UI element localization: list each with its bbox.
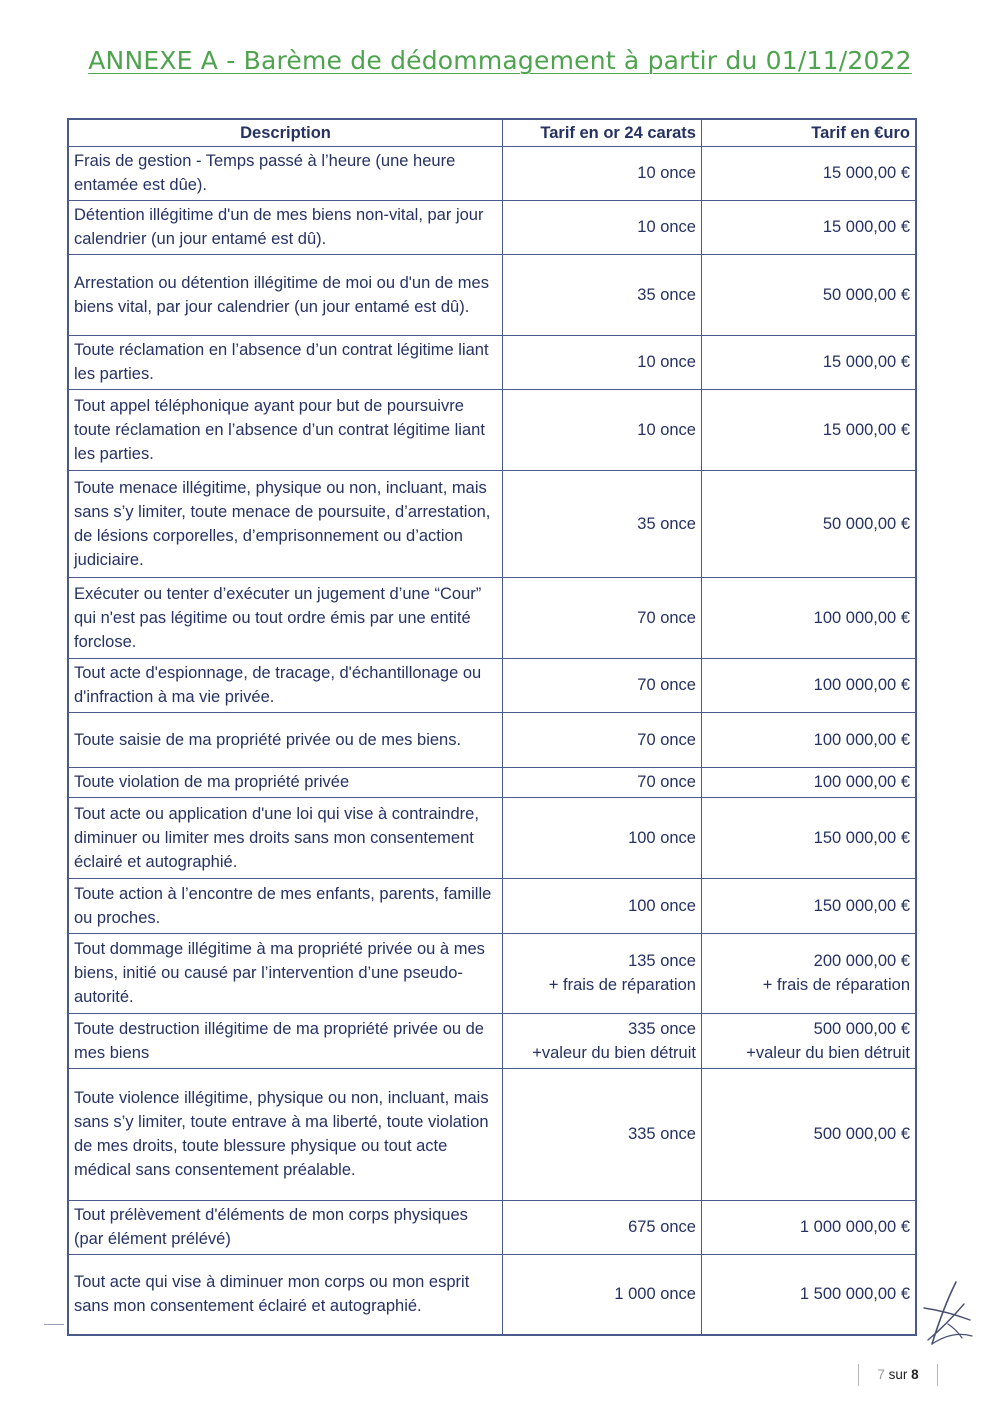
row-gold-rate: 35 once [503, 471, 702, 578]
scan-mark [44, 1324, 64, 1325]
row-gold-rate: 10 once [503, 390, 702, 471]
row-euro-rate: 100 000,00 € [701, 578, 916, 659]
row-gold-rate: 35 once [503, 255, 702, 336]
euro-extra: + frais de réparation [762, 976, 910, 994]
page-separator: sur [888, 1367, 908, 1382]
gold-extra: + frais de réparation [548, 976, 696, 994]
row-gold-rate: 70 once [503, 768, 702, 798]
row-euro-rate: 15 000,00 € [701, 336, 916, 390]
row-gold-rate [503, 1014, 702, 1069]
page-number [858, 1364, 938, 1386]
row-euro-rate [701, 1014, 916, 1069]
row-description: Détention illégitime d'un de mes biens non-vital, par jour calendrier (un jour entamé est dû). [68, 201, 503, 255]
gold-amount: 135 once [628, 952, 696, 970]
row-gold-rate: 100 once [503, 798, 702, 879]
table-row [68, 879, 916, 934]
page-total: 8 [911, 1367, 919, 1382]
row-gold-rate: 10 once [503, 201, 702, 255]
row-description: Toute action à l’encontre de mes enfants, parents, famille ou proches. [68, 879, 503, 934]
table-row [68, 147, 916, 201]
table-row [68, 713, 916, 768]
row-euro-rate: 150 000,00 € [701, 798, 916, 879]
row-description: Toute saisie de ma propriété privée ou de mes biens. [68, 713, 503, 768]
page-current: 7 [877, 1367, 885, 1382]
row-gold-rate: 70 once [503, 659, 702, 713]
row-euro-rate: 1 500 000,00 € [701, 1255, 916, 1335]
table-row [68, 934, 916, 1014]
table-row [68, 1014, 916, 1069]
row-description: Tout dommage illégitime à ma propriété privée ou à mes biens, initié ou causé par l’intervention d’une pseudo-autorité. [68, 934, 503, 1014]
compensation-table [67, 118, 917, 1336]
row-description: Tout prélèvement d'éléments de mon corps physiques (par élément prélévé) [68, 1201, 503, 1255]
header-description: Description [68, 119, 503, 147]
row-euro-rate: 15 000,00 € [701, 201, 916, 255]
table-row [68, 201, 916, 255]
euro-extra: +valeur du bien détruit [746, 1043, 910, 1062]
row-description: Toute menace illégitime, physique ou non, incluant, mais sans s’y limiter, toute menace de poursuite, d’arrestation, de lésions corporelles, d’emprisonnement ou d’action judiciaire. [68, 471, 503, 578]
row-description: Tout acte ou application d'une loi qui vise à contraindre, diminuer ou limiter mes droits sans mon consentement éclairé et autographié. [68, 798, 503, 879]
row-description: Toute réclamation en l’absence d’un contrat légitime liant les parties. [68, 336, 503, 390]
row-description: Arrestation ou détention illégitime de moi ou d'un de mes biens vital, par jour calendrier (un jour entamé est dû). [68, 255, 503, 336]
row-euro-rate: 1 000 000,00 € [701, 1201, 916, 1255]
table-row [68, 578, 916, 659]
table-row [68, 798, 916, 879]
table-row [68, 1201, 916, 1255]
table-row [68, 659, 916, 713]
row-gold-rate [503, 934, 702, 1014]
header-euro-rate: Tarif en €uro [701, 119, 916, 147]
table-row [68, 1255, 916, 1335]
row-description: Toute violation de ma propriété privée [68, 768, 503, 798]
row-euro-rate: 50 000,00 € [701, 255, 916, 336]
row-gold-rate: 335 once [503, 1069, 702, 1201]
table-row [68, 336, 916, 390]
row-gold-rate: 10 once [503, 336, 702, 390]
row-description: Tout appel téléphonique ayant pour but de poursuivre toute réclamation en l’absence d’un contrat légitime liant les parties. [68, 390, 503, 471]
row-gold-rate: 70 once [503, 713, 702, 768]
table-header-row [68, 119, 916, 147]
header-gold-rate: Tarif en or 24 carats [503, 119, 702, 147]
row-gold-rate: 675 once [503, 1201, 702, 1255]
row-gold-rate: 10 once [503, 147, 702, 201]
table-row [68, 1069, 916, 1201]
row-euro-rate: 100 000,00 € [701, 659, 916, 713]
row-description: Toute violence illégitime, physique ou non, incluant, mais sans s’y limiter, toute entrave à ma liberté, toute violation de mes droits, toute blessure physique ou tout acte médical sans consentement préalable. [68, 1069, 503, 1201]
row-gold-rate: 1 000 once [503, 1255, 702, 1335]
row-description: Frais de gestion - Temps passé à l’heure (une heure entamée est dûe). [68, 147, 503, 201]
row-euro-rate: 15 000,00 € [701, 147, 916, 201]
row-euro-rate: 50 000,00 € [701, 471, 916, 578]
row-gold-rate: 100 once [503, 879, 702, 934]
table-row [68, 471, 916, 578]
table-row [68, 390, 916, 471]
table-row [68, 255, 916, 336]
euro-amount: 200 000,00 € [813, 952, 910, 970]
row-description: Tout acte d'espionnage, de tracage, d'échantillonage ou d'infraction à ma vie privée. [68, 659, 503, 713]
row-description: Toute destruction illégitime de ma propriété privée ou de mes biens [68, 1014, 503, 1069]
row-euro-rate: 100 000,00 € [701, 768, 916, 798]
gold-extra: +valeur du bien détruit [532, 1043, 696, 1062]
handwritten-signature-icon [918, 1278, 974, 1352]
gold-amount: 335 once [628, 1019, 696, 1038]
row-description: Tout acte qui vise à diminuer mon corps ou mon esprit sans mon consentement éclairé et autographié. [68, 1255, 503, 1335]
row-euro-rate: 100 000,00 € [701, 713, 916, 768]
euro-amount: 500 000,00 € [813, 1019, 910, 1038]
row-gold-rate: 70 once [503, 578, 702, 659]
table-row [68, 768, 916, 798]
row-euro-rate: 500 000,00 € [701, 1069, 916, 1201]
row-description: Exécuter ou tenter d’exécuter un jugement d’une “Cour” qui n'est pas légitime ou tout ordre émis par une entité forclose. [68, 578, 503, 659]
page-title: ANNEXE A - Barème de dédommagement à partir du 01/11/2022 [88, 46, 912, 75]
row-euro-rate: 15 000,00 € [701, 390, 916, 471]
row-euro-rate [701, 934, 916, 1014]
row-euro-rate: 150 000,00 € [701, 879, 916, 934]
